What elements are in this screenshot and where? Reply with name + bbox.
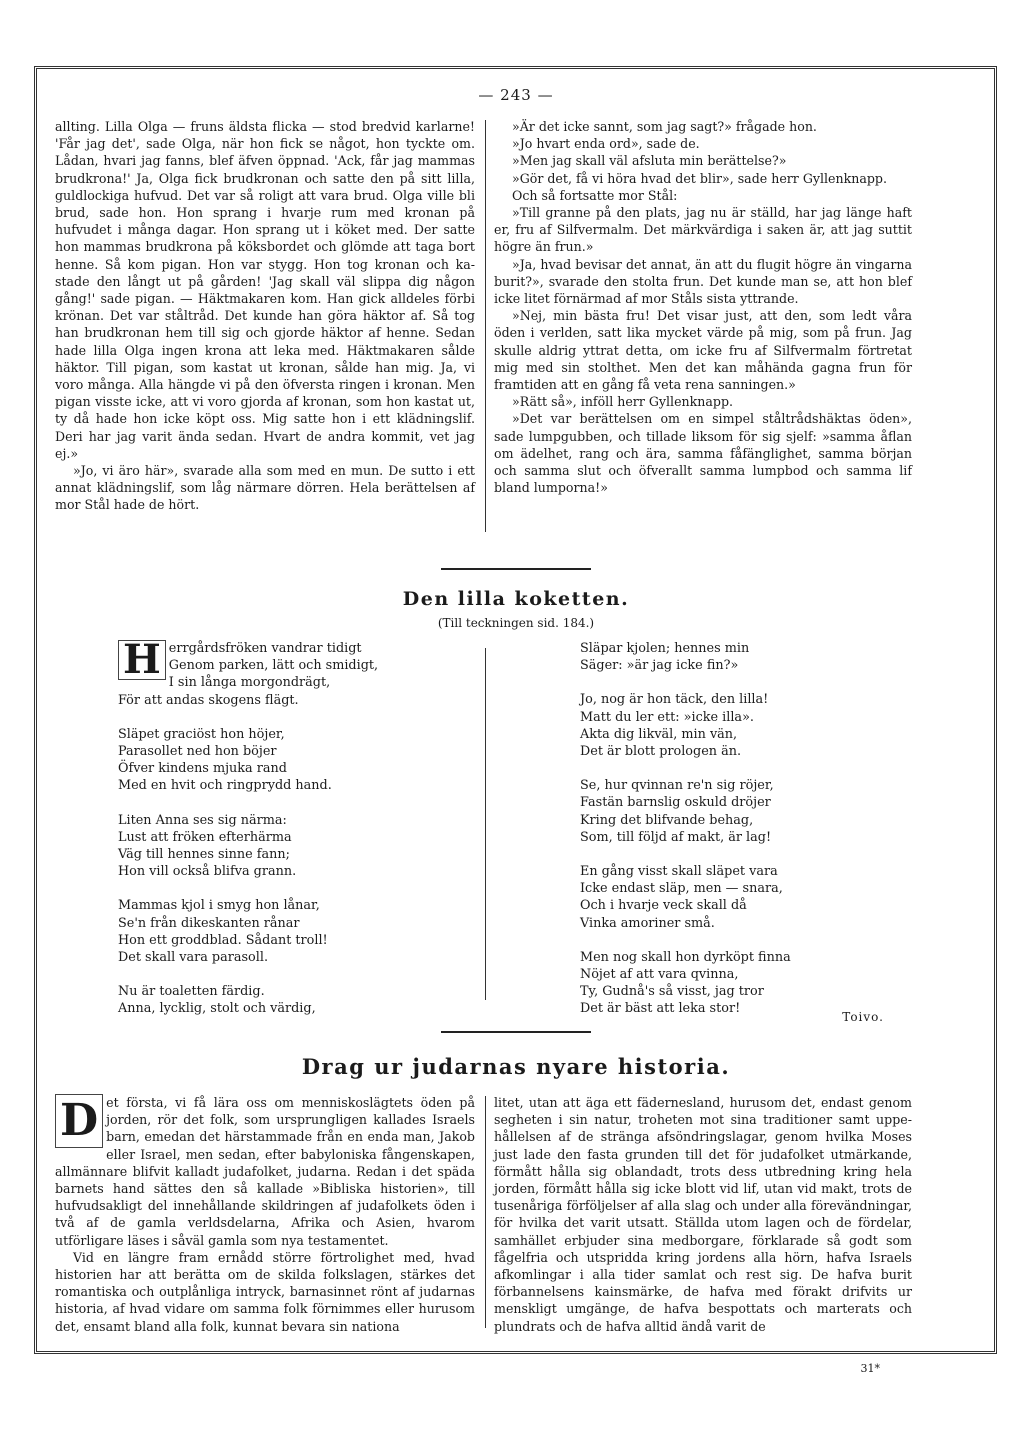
poem-stanza [580, 640, 910, 674]
poem-line: Matt du ler ett: »icke illa». [580, 709, 754, 725]
poem-line: Med en hvit och ringprydd hand. [118, 778, 332, 794]
footer-mark: 31* [860, 1362, 880, 1375]
poem-drop-cap: H [118, 640, 166, 680]
poem-line: Parasollet ned hon böjer [118, 744, 277, 760]
paragraph: »Men jag skall väl afsluta min berättelse?» [512, 153, 787, 169]
poem-line: I sin långa morgondrägt, [168, 675, 331, 691]
poem-line: Kring det blifvande behag, [580, 812, 754, 828]
poem-line: Som, till följd af makt, är lag! [580, 829, 772, 845]
poem-line: Det är blott prologen än. [580, 744, 742, 760]
poem-line: Se, hur qvinnan re'n sig röjer, [580, 778, 774, 794]
poem-line: Det skall vara parasoll. [118, 950, 269, 966]
poem-line: Icke endast släp, men — snara, [580, 881, 783, 897]
poem-line: Släpet graciöst hon höjer, [118, 726, 285, 742]
poem-line: Lust att fröken efterhärma [118, 829, 292, 845]
paragraph: Och så fortsatte mor Stål: [512, 187, 678, 203]
poem-line: Jo, nog är hon täck, den lilla! [580, 692, 769, 708]
poem-line: En gång visst skall släpet vara [580, 864, 778, 880]
poem-stanza [580, 777, 910, 846]
section-divider-1 [0, 561, 1032, 575]
poem-line: Genom parken, lätt och smidigt, [168, 658, 379, 674]
paragraph: »Är det icke sannt, som jag sagt?» frågade hon. [512, 119, 817, 134]
poem-line: Vinka amoriner små. [580, 915, 715, 931]
paragraph: »Rätt så», inföll herr Gyllenknapp. [512, 394, 734, 410]
poem-stanza [118, 640, 458, 709]
poem-stanza [580, 691, 910, 760]
poem-line: För att andas skogens flägt. [118, 692, 299, 708]
paragraph: »Gör det, få vi höra hvad det blir», sade herr Gyllenknapp. [512, 170, 887, 186]
poem-left-column [118, 636, 458, 1035]
column-rule-top [485, 120, 486, 532]
article-drop-cap: D [55, 1094, 103, 1148]
paragraph: allting. Lilla Olga — fruns äldsta flicka — stod bredvid karlarne! 'Får jag det', sade Olga, när hon fick se något, hon tyckte om. Lådan, hvari jag fanns, blef äfven öppnad. 'Ack, får jag mammas brudkrona!' Ja, Olga fick brudkronan och satte den på sitt lilla, guldlockiga hufvud. Det var så roligt att vara brud. Olga ville bli brud, sade hon. Hon sprang i hvarje rum med kronan på hufvudet i många dagar. Hon sprang ut i köket med. Der satte hon mammas brudkrona på köksbordet och glömde att taga bort henne. Så kom pigan. Hon var stygg. Hon tog kronan och kastade den långt ut på gården! 'Jag skall väl slippa dig någon gång!' sade pigan. — Häktmakaren kom. Han gick alldeles förbi krönan. Det var ståltråd. Det kunde han göra häktor af. Så tog han brudkronan hem till sig och gjorde häktor af henne. Sedan hade lilla Olga ingen krona att leka med. Häktmakaren sålde häktor. Till pigan, som kastat ut kronan, sålde han mig. Ja, vi voro många. Alla hängde vi på den öfversta ringen i kronan. Men pigan visste icke, att vi voro gjorda af kronan, som hon kastat ut, ty då hade hon icke köpt oss. Mig satte hon i ett klädningslif. Deri har jag varit ända sedan. Hvart de andra kommit, vet jag ej.» [55, 119, 475, 461]
poem-line: errgårdsfröken vandrar tidigt [168, 641, 362, 656]
poem-line: Nöjet af att vara qvinna, [580, 967, 739, 983]
story-left-column [55, 118, 475, 514]
poem-line: Ty, Gudnå's så visst, jag tror [580, 984, 764, 1000]
paragraph: »Till granne på den plats, jag nu är ställd, har jag länge haft er, fru af Silfvermalm. Det märkvärdiga i saken är, att jag suttit högre än frun.» [494, 205, 912, 255]
poem-line: Akta dig likväl, min vän, [580, 726, 738, 742]
poem-line: Hon vill också blifva grann. [118, 864, 297, 880]
section-divider-2 [0, 1024, 1032, 1038]
poem-line: Men nog skall hon dyrköpt finna [580, 949, 791, 965]
article-right-column [494, 1094, 912, 1335]
paragraph: »Jo hvart enda ord», sade de. [512, 136, 700, 152]
paragraph: et första, vi få lära oss om menniskoslägtets öden på jorden, rör det folk, som ursprungligen kallades Israels barn, emedan det härstammade från en enda man, Jakob eller Israel, men sedan, efter babyloniska fångenskapen, allmännare blifvit kalladt judafolket, judarna. Redan i det späda barnets hand sättes den så kallade »Bibliska historien», till hufvudsakligt del innehållande skildringen af judafolkets öden i två af de gamla verldsdelarna, Afrika och Asien, hvarom utförligare läses i såväl gamla som nya testamentet. [55, 1095, 475, 1248]
poem-title: Den lilla koketten. [402, 588, 630, 610]
paragraph: »Nej, min bästa fru! Det visar just, att den, som ledt våra öden i verlden, satt lika mycket värde på mig, som på frun. Jag skulle aldrig yttrat detta, om icke fru af Silfvermalm förtretat mig med sin stolthet. Men det kan måhända gagna frun för framtiden att en gång få veta rena sanningen.» [494, 308, 912, 393]
poem-line: Se'n från dikeskanten rånar [118, 915, 300, 931]
paragraph: »Ja, hvad bevisar det annat, än att du flugit högre än vingarna burit?», svarade den stolta frun. Det kunde man se, att hon blef icke litet förnärmad af mor Ståls sista yttrande. [494, 256, 912, 307]
poem-stanza [580, 949, 910, 1018]
poem-line: Släpar kjolen; hennes min [580, 641, 750, 656]
poem-line: Anna, lycklig, stolt och värdig, [118, 1001, 316, 1017]
poem-subtitle: (Till teckningen sid. 184.) [437, 616, 595, 630]
column-rule-poem [485, 648, 486, 1000]
column-rule-bottom [485, 1096, 486, 1328]
poem-line: Liten Anna ses sig närma: [118, 812, 287, 828]
paragraph: »Det var berättelsen om en simpel ståltrådshäktas öden», sade lumpgubben, och tillade liksom för sig sjelf: »samma åflan om ädelhet, rang och ära, samma fåfänglighet, samma början och samma slut och öfverallt samma lumpbod och samma lif bland lumporna!» [494, 411, 912, 496]
poem-line: Hon ett groddblad. Sådant troll! [118, 932, 328, 948]
poem-stanza [118, 812, 458, 881]
paragraph: »Jo, vi äro här», svarade alla som med en mun. De sutto i ett annat klädningslif, som låg närmare dörren. Hela berättelsen af mor Stål hade de hört. [55, 463, 475, 513]
poem-line: Säger: »är jag icke fin?» [580, 658, 739, 674]
poem-line: Nu är toaletten färdig. [118, 984, 265, 1000]
poem-line: Öfver kindens mjuka rand [118, 761, 287, 777]
poem-line: Fastän barnslig oskuld dröjer [580, 795, 771, 811]
paragraph: Vid en längre fram ernådd större förtrolighet med, hvad historien har att berätta om de skilda folkslagen, stärkes det romantiska och outplånliga intryck, barnasinnet rönt af judarnas historia, af hvad vidare om samma folk förnimmes eller hurusom det, ensamt bland alla folk, kunnat bevara sin nationa [55, 1249, 475, 1334]
poem-stanza [118, 726, 458, 795]
article-left-column [55, 1094, 475, 1335]
story-right-column [494, 118, 912, 496]
poem-line: Väg till hennes sinne fann; [118, 847, 290, 863]
poem-right-column [580, 640, 910, 1035]
article-right-text: litet, utan att äga ett fädernesland, hurusom det, endast genom segheten i sin natur, troheten mot sina traditioner samt uppehållelsen af de stränga afsöndringslagar, genom hvilka Moses just lade den fasta grunden till det för judafolket utmärkande, förmått hålla sig oblandadt, trots dess utbredning kring hela jorden, förmått hålla sig icke blott vid lif, utan vid makt, trots de tusenåriga förföljelser af alla slag och under alla förevändningar, för hvilka det varit utsatt. Ställda utom lagen och de fördelar, samhället erbjuder sina medborgare, förklarade så godt som fågelfria och utspridda kring jordens alla hörn, hafva Israels afkomlingar i alla tider samlat och rest sig. De hafva burit förbannelsens kainsmärke, de hafva med förakt drifvits ur menskligt umgänge, de hafva bespottats och marterats och plundrats och de hafva alltid ändå varit de [494, 1095, 912, 1334]
poem-stanza [580, 863, 910, 932]
poem-line: Och i hvarje veck skall då [580, 898, 747, 914]
poem-line: Mammas kjol i smyg hon lånar, [118, 898, 320, 914]
poem-stanza [118, 897, 458, 966]
article-title: Drag ur judarnas nyare historia. [301, 1054, 731, 1079]
page-number: — 243 — [478, 86, 554, 104]
poem-stanza [118, 983, 458, 1017]
poem-line: Det är bäst att leka stor! [580, 1001, 741, 1017]
poem-signature: Toivo. [842, 1010, 884, 1024]
